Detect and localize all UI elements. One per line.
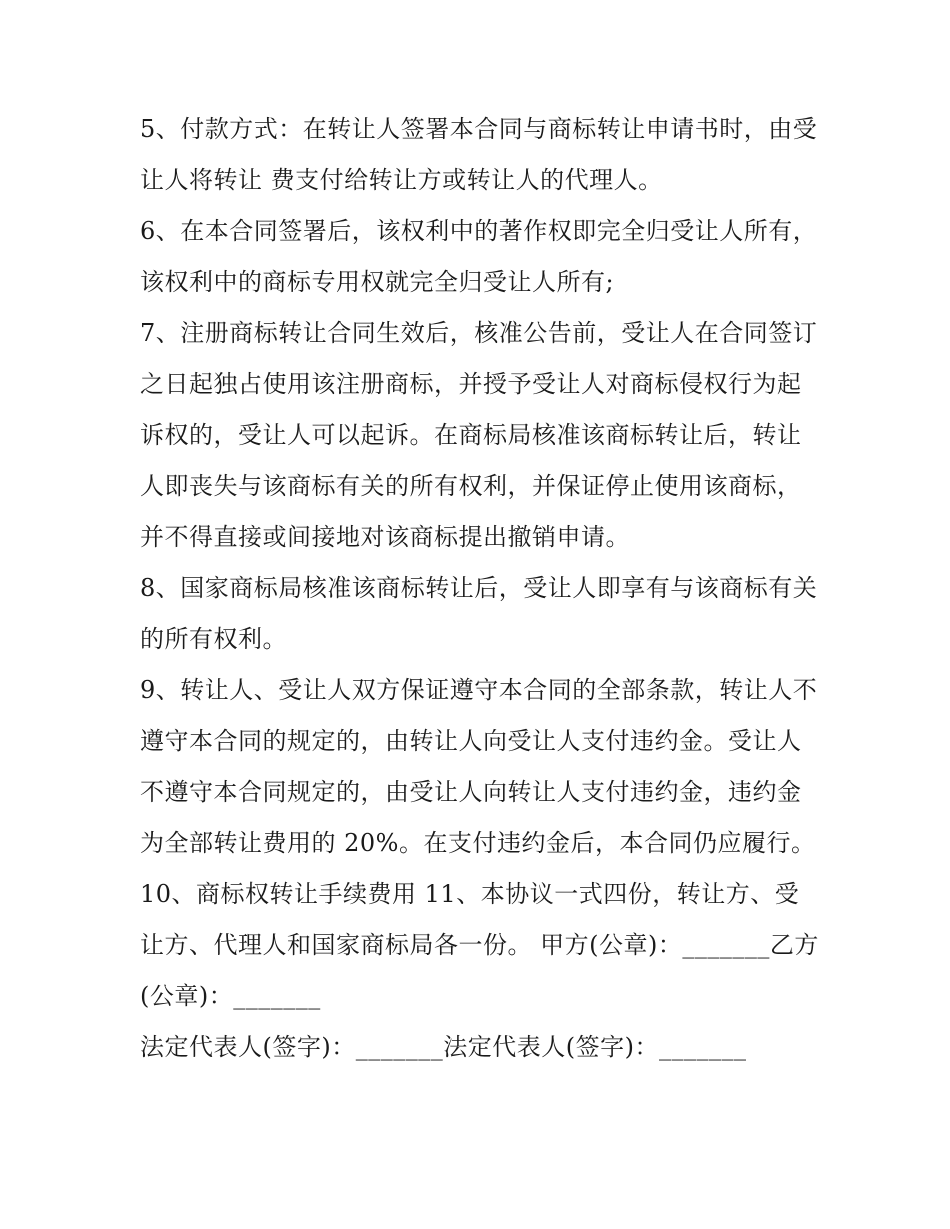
legal-representative-signatures: 法定代表人(签字)：_______法定代表人(签字)：_______: [140, 1033, 747, 1061]
clause-7: 7、注册商标转让合同生效后，核准公告前，受让人在合同签订之日起独占使用该注册商标，并授予受让人对商标侵权行为起诉权的，受让人可以起诉。在商标局核准该商标转让后，转让人即丧失与该商标有关的所有权利，并保证停止使用该商标，并不得直接或间接地对该商标提出撤销申请。: [140, 319, 818, 551]
clause-5: 5、付款方式：在转让人签署本合同与商标转让申请书时，由受让人将转让 费支付给转让方或转让人的代理人。: [140, 115, 818, 194]
clause-10-11-signatures: 10、商标权转让手续费用 11、本协议一式四份，转让方、受让方、代理人和国家商标局各一份。 甲方(公章)：_______乙方(公章)：_______: [140, 880, 819, 1010]
document-body: [140, 104, 820, 1073]
clause-9: 9、转让人、受让人双方保证遵守本合同的全部条款，转让人不遵守本合同的规定的，由转让人向受让人支付违约金。受让人不遵守本合同规定的，由受让人向转让人支付违约金，违约金为全部转让费用的 20%。在支付违约金后，本合同仍应履行。: [140, 676, 818, 857]
clause-8: 8、国家商标局核准该商标转让后，受让人即享有与该商标有关的所有权利。: [140, 574, 818, 653]
clause-6: 6、在本合同签署后，该权利中的著作权即完全归受让人所有，该权利中的商标专用权就完全归受让人所有;: [140, 217, 818, 296]
